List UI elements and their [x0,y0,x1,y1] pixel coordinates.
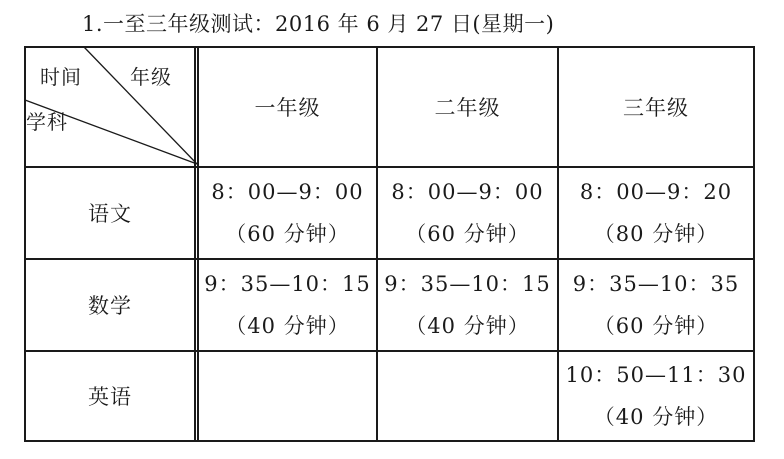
schedule-cell [559,352,753,440]
grade-header-label: 三年级 [623,96,689,120]
subject-label: 英语 [88,385,132,409]
exam-duration: （60 分钟） [593,314,719,338]
subject-label: 数学 [88,294,132,318]
corner-label-grade: 年级 [130,65,172,89]
exam-time: 9：35—10：15 [384,272,551,296]
exam-duration: （40 分钟） [225,314,350,338]
exam-duration: （40 分钟） [593,405,719,429]
table-border-right [753,46,755,442]
schedule-cell [199,168,376,258]
exam-time: 9：35—10：15 [204,272,371,296]
exam-duration: （40 分钟） [405,314,530,338]
exam-time: 8：00—9：00 [211,180,364,204]
subject-cell-chinese [26,168,194,258]
exam-duration: （60 分钟） [225,222,350,246]
exam-time: 8：00—9：20 [579,180,733,204]
schedule-cell [378,168,557,258]
grade-header-label: 一年级 [254,96,321,120]
schedule-cell [199,260,376,350]
exam-duration: （60 分钟） [405,222,530,246]
corner-label-time: 时间 [40,65,82,89]
corner-label-subject: 学科 [26,110,68,134]
schedule-cell [559,168,753,258]
grade-header-1 [199,48,376,166]
schedule-cell [559,260,753,350]
subject-label: 语文 [88,202,132,226]
schedule-heading: 1.一至三年级测试：2016 年 6 月 27 日(星期一) [82,12,555,36]
grade-header-label: 二年级 [434,96,501,120]
exam-schedule-table [24,46,755,442]
subject-cell-math [26,260,194,350]
exam-time: 9：35—10：35 [572,272,740,296]
subject-cell-english [26,352,194,440]
exam-time: 10：50—11：30 [565,363,747,387]
schedule-cell-empty [199,352,376,440]
schedule-cell-empty [378,352,557,440]
exam-duration: （80 分钟） [593,222,719,246]
grade-header-3 [559,48,753,166]
schedule-cell [378,260,557,350]
exam-time: 8：00—9：00 [391,180,544,204]
grade-header-2 [378,48,557,166]
table-border-bottom [24,440,755,442]
